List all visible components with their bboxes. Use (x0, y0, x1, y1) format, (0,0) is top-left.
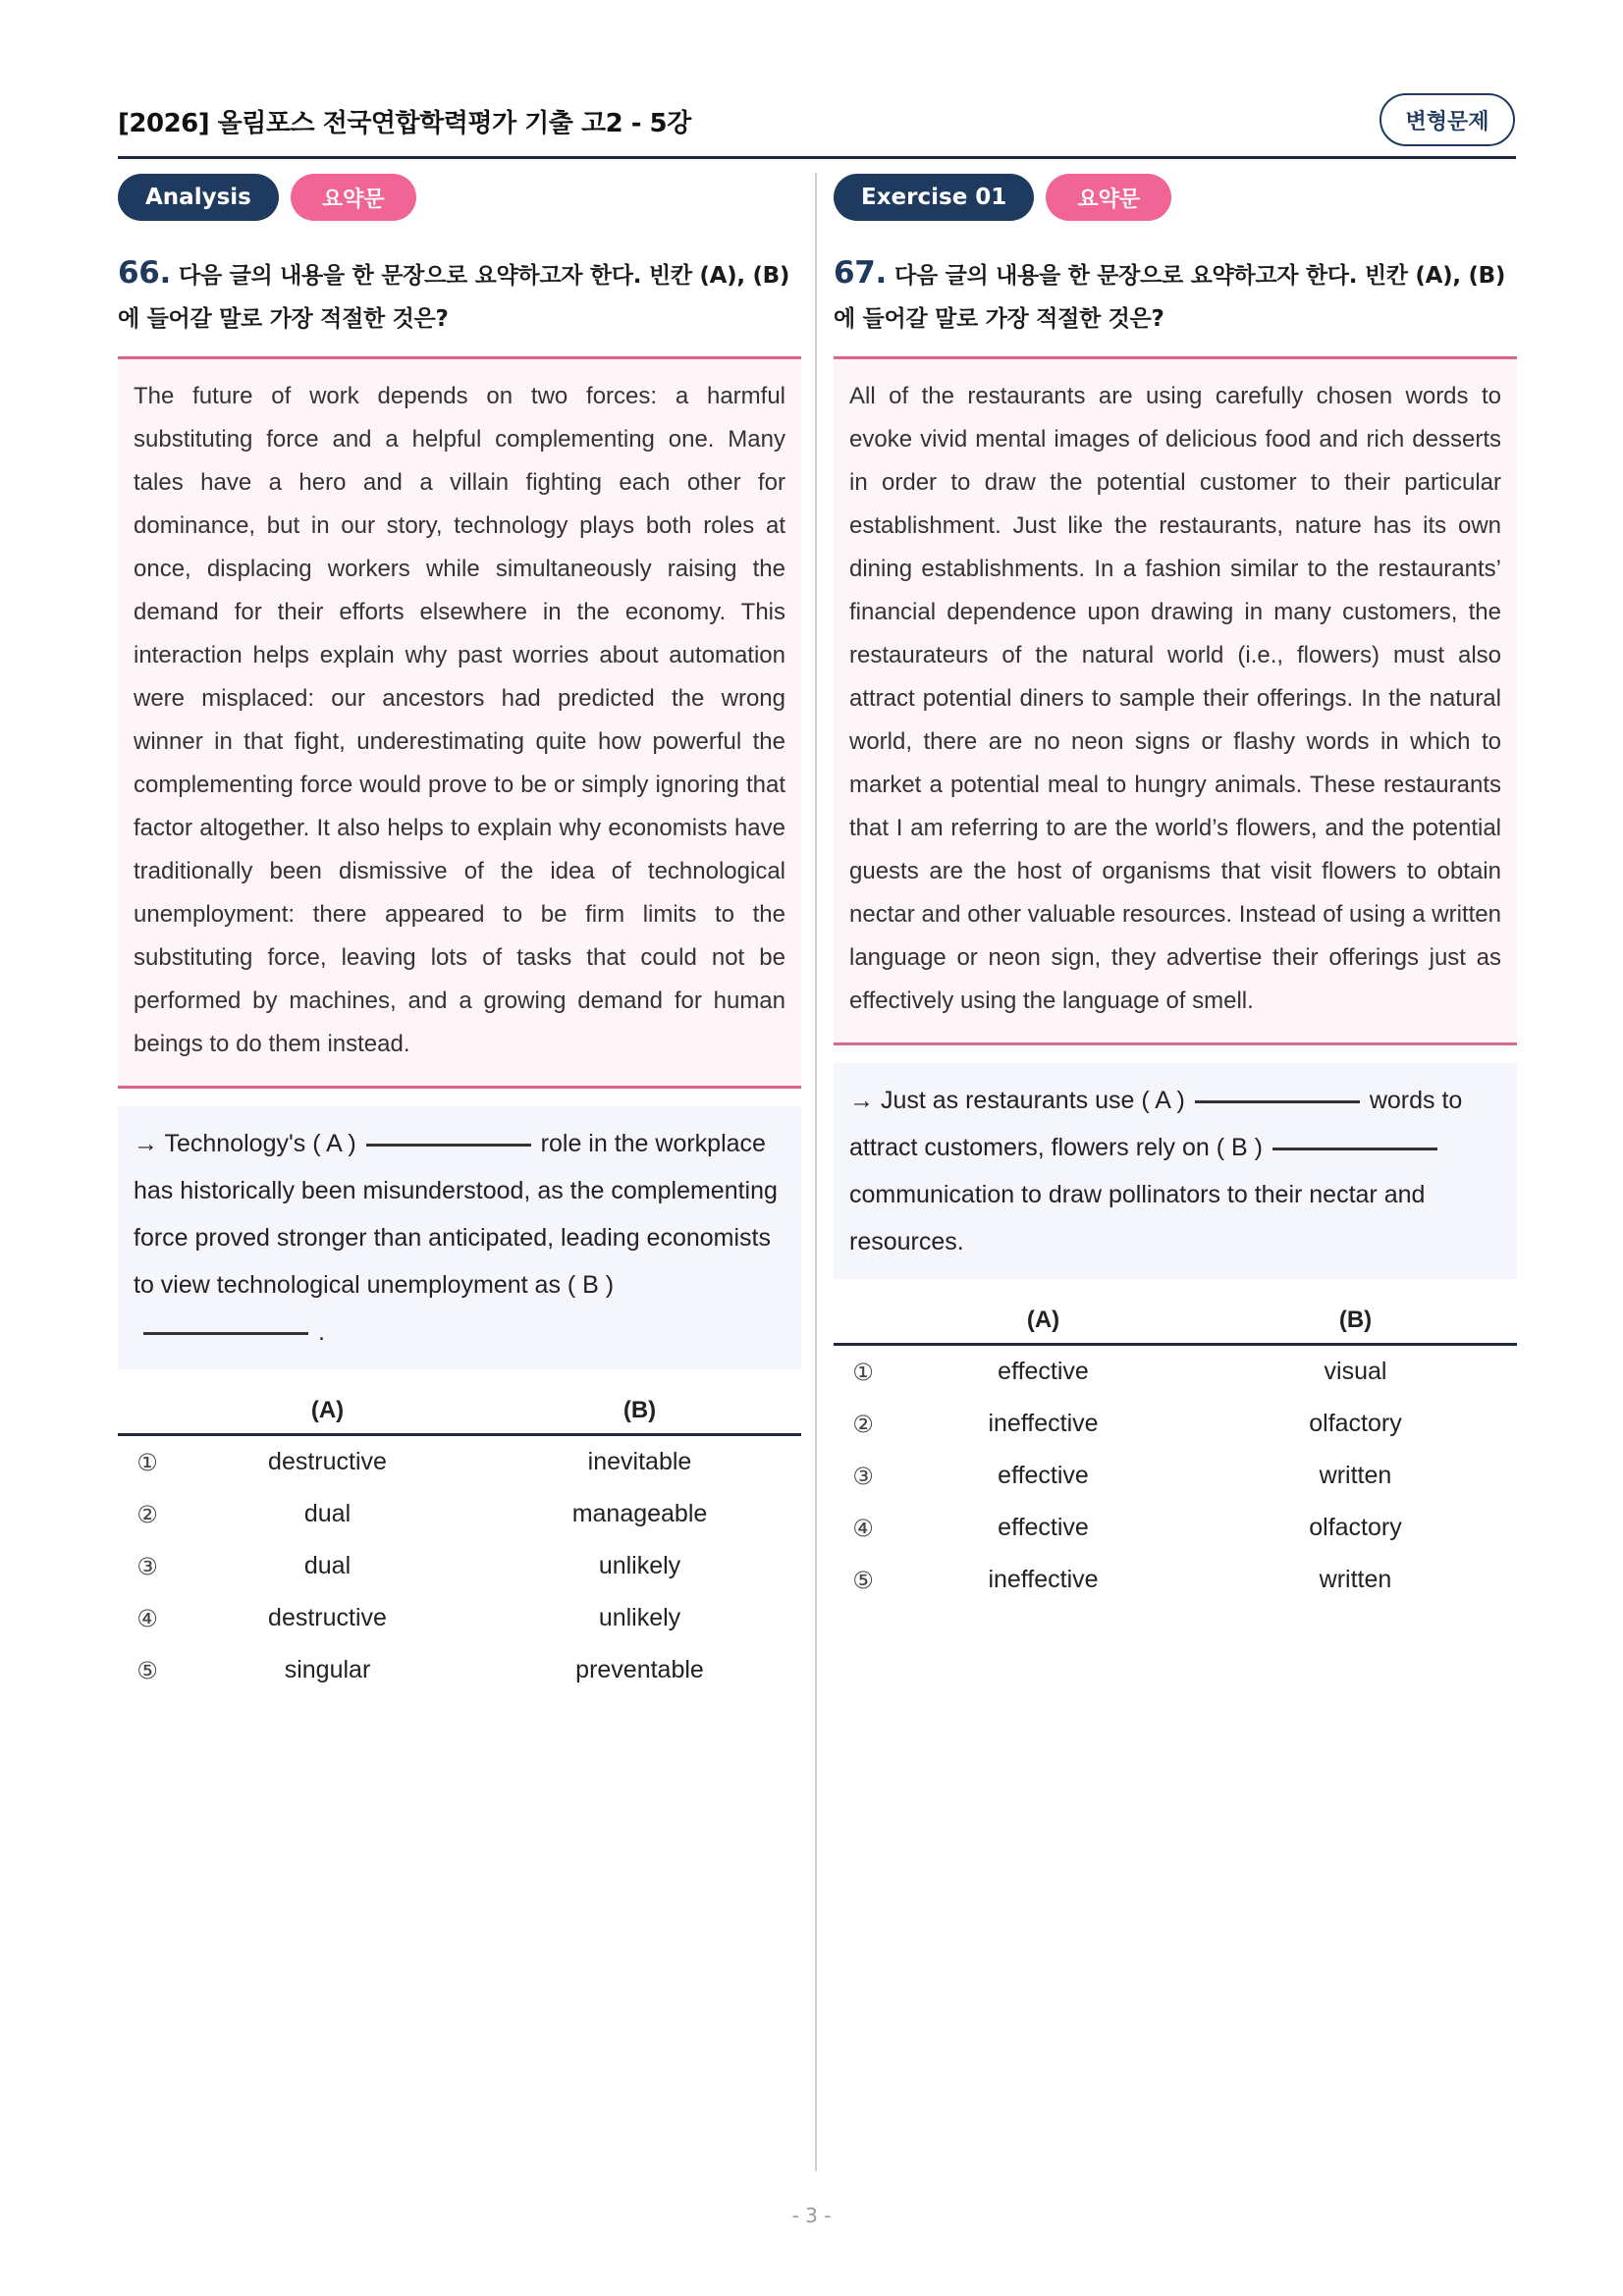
choice-number: ① (852, 1358, 874, 1386)
summary-part-2: role in the workplace has historically been misunderstood, as the complementing force proved stronger than anticipated, leading economists to view technological unemployment as ( B ) (134, 1130, 778, 1299)
choice-number: ② (852, 1410, 874, 1438)
choice-row[interactable] (834, 1554, 1517, 1606)
choice-b: written (1319, 1566, 1392, 1593)
choice-number: ⑤ (852, 1566, 874, 1594)
choice-row[interactable] (834, 1450, 1517, 1502)
blank-b (1272, 1148, 1437, 1150)
choice-row[interactable] (834, 1346, 1517, 1398)
column-b-header: (B) (1338, 1306, 1373, 1333)
reading-passage: All of the restaurants are using carefully chosen words to evoke vivid mental images of delicious food and rich desserts in order to draw the potential customer to their particular establishment. Just like the restaurants, nature has its own dining establishments. In a fashion similar to the restaurants’ financial dependence upon drawing in many customers, the restaurateurs of the natural world (i.e., flowers) must also attract potential diners to sample their offerings. In the natural world, there are no neon signs or flashy words in which to market a potential meal to hungry animals. These restaurants that I am referring to are the world’s flowers, and the potential guests are the host of organisms that visit flowers to obtain nectar and other valuable resources. Instead of using a written language or neon sign, they advertise their offerings just as effectively using the language of smell. (834, 356, 1517, 1045)
choice-a: destructive (268, 1604, 387, 1631)
question-prompt (118, 251, 801, 341)
choice-number: ③ (852, 1462, 874, 1490)
choice-row[interactable] (118, 1644, 801, 1696)
header-divider (118, 156, 1516, 159)
choice-b: visual (1324, 1358, 1387, 1385)
question-text: 다음 글의 내용을 한 문장으로 요약하고자 한다. 빈칸 (A), (B)에 들어갈 말로 가장 적절한 것은? (118, 263, 790, 332)
choice-b: manageable (571, 1500, 708, 1527)
choice-a: effective (998, 1514, 1089, 1541)
choice-number: ⑤ (136, 1656, 158, 1684)
document-title: [2026] 올림포스 전국연합학력평가 기출 고2 - 5강 (118, 109, 691, 138)
column-a-header: (A) (1026, 1306, 1060, 1333)
choice-number: ③ (136, 1552, 158, 1580)
left-tag-row (118, 173, 801, 222)
choice-a: effective (998, 1462, 1089, 1489)
column-divider (815, 173, 817, 2171)
choice-b: unlikely (598, 1604, 681, 1631)
analysis-tag: Analysis (118, 174, 279, 221)
right-tag-row (834, 173, 1517, 222)
summary-part-3: . (318, 1318, 325, 1346)
choice-row[interactable] (834, 1502, 1517, 1554)
summary-part-1: → Technology's ( A ) (134, 1130, 356, 1157)
choice-b: preventable (575, 1656, 704, 1683)
page-number: - 3 - (791, 2204, 832, 2227)
choice-row[interactable] (118, 1540, 801, 1592)
choice-a: effective (998, 1358, 1089, 1385)
choice-number: ④ (852, 1514, 874, 1542)
choice-number: ② (136, 1500, 158, 1528)
summary-type-tag: 요약문 (291, 174, 416, 221)
summary-part-1: → Just as restaurants use ( A ) (849, 1087, 1185, 1114)
question-number: 66. (118, 255, 172, 291)
blank-b (143, 1332, 308, 1335)
choice-a: ineffective (988, 1566, 1099, 1593)
choice-b: written (1319, 1462, 1392, 1489)
choice-row[interactable] (118, 1592, 801, 1644)
column-a-header: (A) (310, 1396, 345, 1423)
choice-a: singular (284, 1656, 371, 1683)
answer-choices (834, 1297, 1517, 1606)
choice-number: ① (136, 1448, 158, 1476)
summary-part-2: words to attract customers, flowers rely on ( B ) (849, 1087, 1463, 1161)
choice-b: olfactory (1309, 1514, 1402, 1541)
question-number: 67. (834, 255, 888, 291)
summary-sentence (834, 1063, 1517, 1279)
choices-header (118, 1387, 801, 1436)
choice-row[interactable] (118, 1488, 801, 1540)
summary-type-tag: 요약문 (1046, 174, 1171, 221)
answer-choices (118, 1387, 801, 1696)
choice-a: ineffective (988, 1410, 1099, 1437)
summary-sentence (118, 1106, 801, 1369)
choice-b: olfactory (1309, 1410, 1402, 1437)
left-column (118, 173, 801, 1696)
variant-problem-badge: 변형문제 (1380, 93, 1515, 146)
choice-a: dual (303, 1552, 352, 1579)
choice-row[interactable] (118, 1436, 801, 1488)
summary-part-3: communication to draw pollinators to their nectar and resources. (849, 1181, 1426, 1255)
choices-header (834, 1297, 1517, 1346)
right-column (834, 173, 1517, 1606)
choice-b: unlikely (598, 1552, 681, 1579)
reading-passage: The future of work depends on two forces: a harmful substituting force and a helpful complementing one. Many tales have a hero and a villain fighting each other for dominance, but in our story, technology plays both roles at once, displacing workers while simultaneously raising the demand for their efforts elsewhere in the economy. This interaction helps explain why past worries about automation were misplaced: our ancestors had predicted the wrong winner in that fight, underestimating quite how powerful the complementing force would prove to be or simply ignoring that factor altogether. It also helps to explain why economists have traditionally been dismissive of the idea of technological unemployment: there appeared to be firm limits to the substituting force, leaving lots of tasks that could not be performed by machines, and a growing demand for human beings to do them instead. (118, 356, 801, 1089)
column-b-header: (B) (622, 1396, 657, 1423)
question-text: 다음 글의 내용을 한 문장으로 요약하고자 한다. 빈칸 (A), (B)에 들어갈 말로 가장 적절한 것은? (834, 263, 1506, 332)
exercise-tag: Exercise 01 (834, 174, 1034, 221)
blank-a (1195, 1100, 1360, 1103)
choice-row[interactable] (834, 1398, 1517, 1450)
choice-a: destructive (268, 1448, 387, 1475)
question-prompt (834, 251, 1517, 341)
choice-b: inevitable (587, 1448, 692, 1475)
choice-number: ④ (136, 1604, 158, 1632)
choice-a: dual (303, 1500, 352, 1527)
blank-a (366, 1144, 531, 1147)
